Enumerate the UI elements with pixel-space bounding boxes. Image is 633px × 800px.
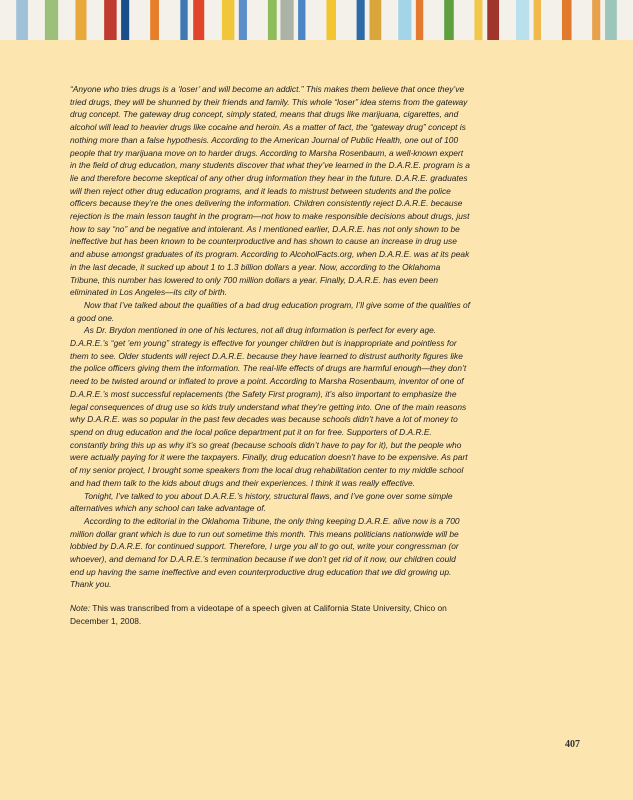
header-stripe: [104, 0, 117, 40]
header-stripe: [386, 0, 395, 40]
body-paragraph: Tonight, I’ve talked to you about D.A.R.E.’s history, structural flaws, and I’ve gone over some simple alternatives which any school can take advantage of.: [70, 490, 453, 514]
header-stripe: [474, 0, 482, 40]
note-text: This was transcribed from a videotape of a speech given at California State University, Chico on December 1, 2008.: [70, 603, 447, 626]
header-stripe: [357, 0, 365, 40]
header-stripe: [268, 0, 277, 40]
header-stripe: [457, 0, 470, 40]
header-stripe: [429, 0, 440, 40]
header-stripe: [16, 0, 28, 40]
header-stripe: [444, 0, 454, 40]
header-stripe: [534, 0, 541, 40]
header-stripe: [503, 0, 512, 40]
header-stripe: [134, 0, 146, 40]
header-stripe: [516, 0, 529, 40]
header-stripe: [239, 0, 247, 40]
header-stripe: [121, 0, 129, 40]
body-paragraph: Now that I’ve talked about the qualities of a bad drug education program, I’ll give some of the qualities of a good one.: [70, 299, 470, 323]
header-stripe: [150, 0, 159, 40]
header-stripe: [280, 0, 293, 40]
header-stripe: [222, 0, 235, 40]
body-paragraph: “Anyone who tries drugs is a ‘loser’ and will become an addict.” This makes them believe that once they’ve tried drugs, they will be shunned by their friends and family. This whole “loser” idea stems from the gateway drug concept. The gateway drug concept, simply stated, means that drugs like marijuana, cigarettes, and alcohol will lead to heavier drugs like cocaine and heroin. As a matter of fact, the “gateway drug” concept is nothing more than a false hypothesis. According to the American Journal of Public Health, one out of 100 people that try marijuana move on to harder drugs. According to Marsha Rosenbaum, a well-known expert in the field of drug education, many students discover that what they’ve learned in the D.A.R.E. program is a lie and therefore become skeptical of any other drug information they hear in the future. D.A.R.E. graduates will then reject other drug education programs, and it leads to mistrust between students and the police officers because they’re the ones delivering the information. Children consistently reject D.A.R.E. because rejection is the main lesson taught in the program—not how to make responsible decisions about drugs, just how to say “no” and be negative and intolerant. As I mentioned earlier, D.A.R.E. has not only shown to be ineffective but has been known to be counterproductive and has shown to cause an increase in drug use and abuse amongst graduates of its program. According to AlcoholFacts.org, when D.A.R.E. was at its peak in the last decade, it sucked up about 1 to 1.3 billion dollars a year. Now, according to the Oklahoma Tribune, this number has lowered to only 700 million dollars a year. Finally, D.A.R.E. has even been eliminated in Los Angeles—its city of birth.: [70, 84, 470, 298]
header-stripe: [180, 0, 187, 40]
header-stripe: [298, 0, 305, 40]
header-stripe: [398, 0, 411, 40]
header-stripe: [252, 0, 264, 40]
header-stripe: [75, 0, 86, 40]
header-stripe: [3, 0, 11, 40]
header-stripe: [340, 0, 353, 40]
header-stripe: [370, 0, 382, 40]
header-stripe: [487, 0, 499, 40]
header-stripe: [592, 0, 600, 40]
header-stripe: [547, 0, 558, 40]
header-stripe: [193, 0, 204, 40]
header-stripe: [32, 0, 41, 40]
header-stripe: [326, 0, 336, 40]
header-stripe: [45, 0, 58, 40]
header-stripe: [605, 0, 617, 40]
page-number: 407: [565, 739, 580, 750]
header-stripe: [163, 0, 176, 40]
header-stripe: [562, 0, 572, 40]
header-stripe: [311, 0, 322, 40]
decorative-header-stripes: [0, 0, 633, 40]
transcription-note: [70, 602, 470, 627]
note-label: Note:: [70, 603, 91, 614]
header-stripe: [575, 0, 588, 40]
header-stripe: [621, 0, 630, 40]
body-paragraph: As Dr. Brydon mentioned in one of his lectures, not all drug information is perfect for every age. D.A.R.E.’s “get ’em young” strategy is effective for younger children but is inappropriate and pointless for them to see. Older students will reject D.A.R.E. because they have learned to distrust authority figures like the police officers giving them the information. The real-life effects of drugs are harmful enough—they don’t need to be twisted around or inflated to prove a point. According to Marsha Rosenbaum, inventor of one of D.A.R.E.’s most successful replacements (the Safety First program), it’s also important to emphasize the legal consequences of drug use so kids truly understand what they’re getting into. One of the main reasons why D.A.R.E. was so popular in the past few decades was because schools didn’t have a lot of money to spend on drug education and the local police department put it on for free. Supporters of D.A.R.E. constantly bring this up as why it’s so great (because schools didn’t have to pay for it), but the people who were actually paying for it were the taxpayers. Finally, drug education doesn’t have to be expensive. As part of my senior project, I brought some speakers from the local drug rehabilitation center to my middle school and had them talk to the kids about drugs and their experiences. I think it was really effective.: [70, 325, 468, 488]
header-stripe: [91, 0, 101, 40]
header-stripe: [63, 0, 70, 40]
header-stripe: [209, 0, 219, 40]
header-stripe: [416, 0, 423, 40]
article-body: [70, 83, 470, 628]
body-paragraph: According to the editorial in the Oklahoma Tribune, the only thing keeping D.A.R.E. alive now is a 700 million dollar grant which is due to run out sometime this month. This means politicians nationwide will be lobbied by D.A.R.E. for continued support. Therefore, I urge you all to go out, write your congressman (or whoever), and demand for D.A.R.E.’s termination because if we don’t get rid of it now, our children could end up having the same ineffective and even counterproductive drug education that we did growing up. Thank you.: [70, 515, 460, 590]
